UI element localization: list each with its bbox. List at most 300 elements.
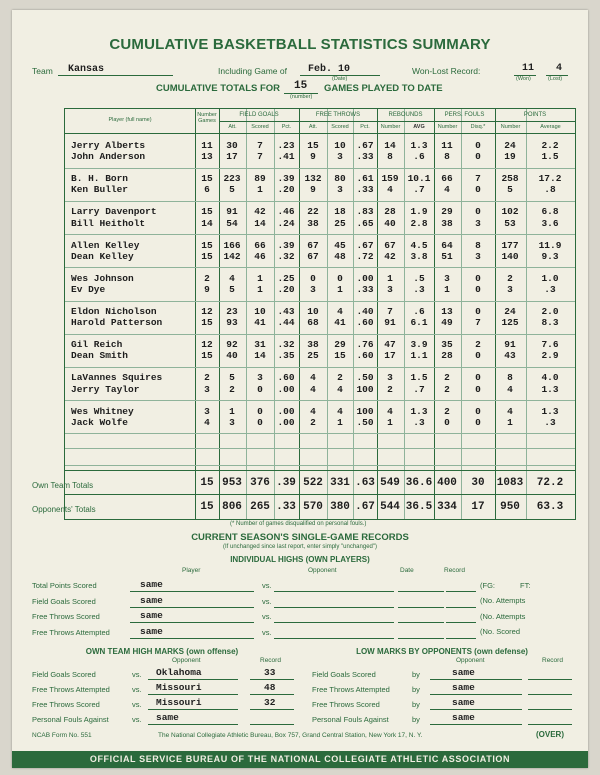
- stat-cell: 1: [507, 416, 513, 428]
- stat-cell: .35: [277, 350, 295, 362]
- stat-cell: 0: [444, 416, 450, 428]
- by-label: by: [412, 700, 420, 709]
- stat-cell: 8.3: [541, 317, 559, 329]
- team-label: Team: [32, 66, 53, 76]
- stat-cell: 1: [257, 184, 263, 196]
- opp-total-cell: 17: [471, 501, 485, 513]
- stat-cell: 1: [229, 405, 235, 417]
- stat-cell: 3: [444, 272, 450, 284]
- totals-prefix: CUMULATIVE TOTALS FOR: [156, 83, 281, 94]
- stat-cell: 41: [254, 317, 266, 329]
- stat-cell: 35: [441, 339, 453, 351]
- stat-cell: 23: [226, 306, 238, 317]
- stat-cell: .50: [356, 372, 374, 384]
- stat-cell: 2: [444, 383, 450, 395]
- own-total-cell: 522: [303, 477, 323, 489]
- sub-fg-scored: Scored: [251, 124, 269, 130]
- sub-reb-number: Number: [380, 124, 401, 130]
- stat-cell: 2.9: [541, 350, 559, 362]
- stat-cell: 11: [201, 140, 213, 151]
- stat-cell: .25: [277, 272, 295, 284]
- stat-cell: 0: [475, 416, 481, 428]
- stat-cell: 3: [257, 372, 263, 384]
- individual-high-label: Field Goals Scored: [32, 596, 96, 606]
- opp-totals-label: Opponents' Totals: [32, 505, 96, 514]
- stat-cell: 19: [504, 151, 516, 163]
- individual-high-value[interactable]: same: [140, 594, 163, 606]
- stat-cell: 25: [334, 217, 346, 229]
- stat-cell: 42: [384, 250, 396, 262]
- stat-cell: 28: [441, 350, 453, 362]
- low-mark-value[interactable]: same: [452, 697, 475, 708]
- stat-cell: .39: [277, 239, 295, 251]
- individual-high-label: Free Throws Scored: [32, 612, 100, 621]
- stat-cell: 53: [504, 217, 516, 229]
- stat-cell: .33: [356, 283, 374, 295]
- own-total-cell: 36.6: [405, 477, 433, 489]
- vs-label: vs.: [132, 685, 142, 694]
- opp-total-cell: 950: [500, 501, 520, 513]
- stat-cell: .23: [277, 140, 295, 151]
- stat-cell: 4: [337, 383, 343, 395]
- over-label: (OVER): [536, 730, 564, 739]
- low-mark-value[interactable]: same: [452, 712, 475, 723]
- stat-cell: 2.2: [541, 140, 559, 151]
- stat-cell: 25: [307, 350, 319, 362]
- col-player: Player (full name): [108, 117, 152, 123]
- stat-cell: 177: [501, 239, 519, 251]
- player-name: Harold Patterson: [71, 317, 163, 329]
- vs-label: vs.: [132, 670, 142, 679]
- stat-cell: 0: [257, 405, 263, 417]
- stat-cell: 4: [229, 272, 235, 284]
- number-sub: (number): [290, 94, 313, 100]
- stat-cell: 3: [229, 416, 235, 428]
- team-high-record[interactable]: 48: [264, 682, 276, 693]
- stat-cell: 9: [310, 184, 316, 196]
- stat-cell: 2: [475, 339, 481, 351]
- team-high-record[interactable]: 32: [264, 697, 276, 708]
- grp-field-goals: FIELD GOALS: [239, 112, 279, 118]
- date-sub: (Date): [332, 76, 348, 82]
- stat-cell: .8: [544, 184, 556, 196]
- stat-cell: 41: [334, 317, 346, 329]
- stat-cell: 0: [475, 306, 481, 317]
- player-name: Wes Johnson: [71, 272, 134, 284]
- sub-pts-average: Average: [540, 124, 561, 130]
- player-name: Jack Wolfe: [71, 416, 129, 428]
- stat-cell: 159: [381, 173, 399, 185]
- stat-cell: 1.3: [410, 405, 428, 417]
- stat-cell: .20: [277, 184, 295, 196]
- team-high-opponent[interactable]: Oklahoma: [156, 667, 202, 678]
- stat-cell: 8: [475, 239, 481, 251]
- opp-total-cell: 544: [380, 501, 400, 513]
- individual-high-value[interactable]: same: [140, 579, 163, 590]
- stat-cell: .39: [277, 173, 295, 185]
- own-totals-label: Own Team Totals: [32, 481, 94, 490]
- stat-cell: 15: [201, 317, 213, 329]
- lost-value: 4: [556, 63, 563, 74]
- stat-cell: 1.3: [410, 140, 428, 151]
- sub-ft-scored: Scored: [331, 124, 349, 130]
- th-col-record: Record: [260, 657, 281, 664]
- stat-cell: 0: [475, 140, 481, 151]
- stat-cell: 10: [254, 306, 266, 317]
- stat-cell: 0: [475, 272, 481, 284]
- stat-cell: 2: [204, 272, 210, 284]
- team-high-record[interactable]: 33: [264, 667, 276, 678]
- sub-pf-disq: Disq.*: [470, 124, 486, 130]
- opp-total-cell: 15: [200, 501, 214, 513]
- stat-cell: 4: [507, 383, 513, 395]
- stat-cell: .00: [277, 405, 295, 417]
- stat-cell: 8: [387, 151, 393, 163]
- own-total-cell: 72.2: [536, 477, 564, 489]
- opp-total-cell: 806: [222, 501, 242, 513]
- individual-high-value[interactable]: same: [140, 610, 163, 621]
- stat-cell: 51: [441, 250, 453, 262]
- opp-total-cell: .33: [276, 501, 296, 513]
- stat-cell: 0: [475, 405, 481, 417]
- form-title: CUMULATIVE BASKETBALL STATISTICS SUMMARY: [109, 36, 491, 53]
- stat-cell: 80: [334, 173, 346, 185]
- no-scored: (No. Scored: [480, 627, 521, 636]
- stat-cell: .83: [356, 206, 374, 218]
- stat-cell: 9: [204, 283, 210, 295]
- stat-cell: .5: [413, 272, 425, 284]
- stat-cell: 223: [223, 173, 241, 185]
- stat-cell: 3: [475, 250, 481, 262]
- stat-cell: 7: [475, 317, 481, 329]
- stat-cell: .33: [356, 184, 374, 196]
- stat-cell: .00: [277, 416, 295, 428]
- stat-cell: 0: [475, 350, 481, 362]
- sub-ft-att: Att.: [308, 124, 318, 130]
- stat-cell: 68: [307, 317, 319, 329]
- stat-cell: .67: [356, 239, 374, 251]
- stat-cell: 14: [254, 217, 266, 229]
- stat-cell: 8: [507, 372, 513, 384]
- player-name: Eldon Nicholson: [71, 306, 157, 317]
- stat-cell: 6.8: [541, 206, 559, 218]
- sub-ft-pct: Pct.: [360, 124, 370, 130]
- stat-cell: 67: [384, 239, 396, 251]
- stat-cell: .44: [277, 317, 295, 329]
- stat-cell: 100: [356, 405, 374, 417]
- stat-cell: 3: [204, 383, 210, 395]
- stat-cell: .32: [277, 250, 295, 262]
- stat-cell: .67: [356, 140, 374, 151]
- won-sub: (Won): [516, 76, 531, 82]
- stat-cell: .61: [356, 173, 374, 185]
- stat-cell: 1: [387, 416, 393, 428]
- individual-highs-title: INDIVIDUAL HIGHS (OWN PLAYERS): [230, 555, 370, 564]
- stat-cell: 8: [444, 151, 450, 163]
- stat-cell: 28: [384, 206, 396, 218]
- stat-cell: .7: [413, 184, 425, 196]
- stat-cell: 3: [387, 283, 393, 295]
- team-high-label: Free Throws Scored: [32, 700, 100, 709]
- stat-cell: 49: [441, 317, 453, 329]
- stat-cell: 40: [384, 217, 396, 229]
- stat-cell: 15: [201, 206, 213, 218]
- stat-cell: .33: [356, 151, 374, 163]
- stat-cell: 4: [387, 405, 393, 417]
- low-mark-value[interactable]: same: [452, 667, 475, 678]
- stat-cell: 4: [310, 383, 316, 395]
- vs-label: vs.: [262, 596, 272, 606]
- stat-cell: 3: [387, 372, 393, 384]
- stat-cell: 0: [257, 383, 263, 395]
- stat-cell: .3: [413, 283, 425, 295]
- vs-label: vs.: [132, 715, 142, 724]
- stat-cell: .7: [413, 383, 425, 395]
- ft-paren: FT:: [520, 581, 531, 590]
- team-high-opponent[interactable]: Missouri: [156, 697, 202, 708]
- stat-cell: 46: [254, 250, 266, 262]
- stat-cell: 1.0: [541, 272, 559, 284]
- player-name: Gil Reich: [71, 339, 123, 351]
- individual-high-value[interactable]: same: [140, 625, 163, 637]
- by-label: by: [412, 715, 420, 724]
- stat-cell: .60: [356, 350, 374, 362]
- stat-cell: 0: [310, 272, 316, 284]
- stat-cell: 91: [384, 317, 396, 329]
- stat-cell: 22: [307, 206, 319, 218]
- ih-col-record: Record: [444, 567, 465, 574]
- stat-cell: 1.3: [541, 405, 559, 417]
- stat-cell: .40: [356, 306, 374, 317]
- low-marks-title: LOW MARKS BY OPPONENTS (own defense): [356, 647, 528, 656]
- low-mark-label: Free Throws Scored: [312, 700, 380, 709]
- low-mark-label: Free Throws Attempted: [312, 685, 390, 694]
- individual-high-label: Total Points Scored: [32, 581, 97, 590]
- stat-cell: 3: [204, 405, 210, 417]
- stat-cell: 14: [254, 350, 266, 362]
- stat-cell: 2: [444, 405, 450, 417]
- individual-high-label: Free Throws Attempted: [32, 627, 110, 637]
- player-name: Wes Whitney: [71, 405, 134, 417]
- vs-label: vs.: [262, 627, 272, 637]
- stat-cell: 15: [201, 250, 213, 262]
- stat-cell: .65: [356, 217, 374, 229]
- stat-cell: 2: [229, 383, 235, 395]
- grp-rebounds: REBOUNDS: [388, 112, 423, 118]
- stat-cell: 14: [384, 140, 396, 151]
- own-total-cell: .63: [355, 477, 375, 489]
- stat-cell: 0: [475, 283, 481, 295]
- totals-suffix: GAMES PLAYED TO DATE: [324, 83, 443, 94]
- stat-cell: 2: [444, 372, 450, 384]
- own-total-cell: 400: [437, 477, 457, 489]
- own-total-cell: 376: [250, 477, 270, 489]
- player-name: B. H. Born: [71, 173, 129, 185]
- stat-cell: 4: [387, 184, 393, 196]
- stat-cell: 1.1: [410, 350, 428, 362]
- grp-personal-fouls: PERS. FOULS: [444, 112, 485, 118]
- own-total-cell: .39: [276, 477, 296, 489]
- stat-cell: 43: [504, 350, 516, 362]
- footer-bar: OFFICIAL SERVICE BUREAU OF THE NATIONAL COLLEGIATE ATHLETIC ASSOCIATION: [12, 751, 588, 768]
- stat-cell: 3.9: [410, 339, 428, 351]
- stat-cell: .6: [413, 151, 425, 163]
- records-subtitle: (If unchanged since last report, enter simply "unchanged"): [222, 544, 377, 550]
- stat-cell: 18: [334, 206, 346, 218]
- stat-cell: 93: [226, 317, 238, 329]
- stat-cell: 10: [334, 140, 346, 151]
- stat-cell: 40: [226, 350, 238, 362]
- stat-cell: 10.1: [407, 173, 431, 185]
- stat-cell: 3: [337, 184, 343, 196]
- stat-cell: 11: [441, 140, 453, 151]
- stats-table: [64, 108, 576, 520]
- stat-cell: 29: [441, 206, 453, 218]
- stat-cell: 1: [387, 272, 393, 284]
- stat-cell: .43: [277, 306, 295, 317]
- stat-cell: 10: [307, 306, 319, 317]
- stat-cell: 3: [337, 151, 343, 163]
- player-name: Jerry Taylor: [71, 383, 140, 395]
- stat-cell: 0: [475, 151, 481, 163]
- opp-total-cell: 265: [250, 501, 270, 513]
- lm-col-record: Record: [542, 657, 563, 664]
- stat-cell: 2: [310, 416, 316, 428]
- by-label: by: [412, 670, 420, 679]
- stat-cell: 7: [257, 140, 263, 151]
- stat-sheet: [12, 10, 588, 768]
- sub-reb-avg: AVG: [413, 124, 425, 130]
- stat-cell: .72: [356, 250, 374, 262]
- stat-cell: .60: [356, 317, 374, 329]
- player-name: Dean Smith: [71, 350, 129, 362]
- stat-cell: 15: [201, 239, 213, 251]
- stat-cell: 38: [441, 217, 453, 229]
- including-label: Including Game of: [218, 66, 287, 76]
- stat-cell: 89: [254, 173, 266, 185]
- stat-cell: .3: [413, 416, 425, 428]
- no-attempts-2: (No. Attempts: [480, 612, 526, 621]
- sub-fg-pct: Pct.: [281, 124, 292, 130]
- stat-cell: 142: [223, 250, 241, 262]
- stat-cell: 125: [501, 317, 519, 329]
- stat-cell: 30: [226, 140, 238, 151]
- sub-pf-number: Number: [437, 124, 458, 130]
- stat-cell: 54: [226, 217, 238, 229]
- low-mark-value[interactable]: same: [452, 682, 475, 693]
- team-high-opponent[interactable]: same: [156, 712, 179, 723]
- stat-cell: 3.8: [410, 250, 428, 262]
- own-total-cell: 331: [330, 477, 350, 489]
- stat-cell: 132: [304, 173, 322, 185]
- stat-cell: .50: [356, 416, 374, 428]
- ih-col-date: Date: [400, 567, 414, 574]
- vs-label: vs.: [262, 581, 272, 590]
- stat-cell: 4: [337, 405, 343, 417]
- col-games: Number Games: [197, 112, 217, 124]
- stat-cell: 166: [223, 239, 241, 251]
- stat-cell: 13: [201, 151, 213, 163]
- stat-cell: .24: [277, 217, 295, 229]
- stat-cell: 66: [441, 173, 453, 185]
- stat-cell: 17.2: [538, 173, 562, 185]
- by-label: by: [412, 685, 420, 694]
- player-name: Allen Kelley: [71, 239, 140, 251]
- team-high-opponent[interactable]: Missouri: [156, 682, 202, 693]
- stat-cell: 92: [226, 339, 238, 351]
- stat-cell: .60: [277, 372, 295, 384]
- own-total-cell: 30: [471, 477, 485, 489]
- stat-cell: 42: [254, 206, 266, 218]
- stat-cell: 102: [501, 206, 519, 218]
- stat-cell: 6: [204, 184, 210, 196]
- stat-cell: 24: [504, 140, 516, 151]
- stat-cell: 1: [444, 283, 450, 295]
- player-name: LaVannes Squires: [71, 372, 163, 384]
- stat-cell: 31: [254, 339, 266, 351]
- stat-cell: 2: [337, 372, 343, 384]
- player-name: Ken Buller: [71, 184, 129, 196]
- ih-col-opponent: Opponent: [308, 567, 337, 574]
- stat-cell: 3: [475, 217, 481, 229]
- stat-cell: 24: [504, 306, 516, 317]
- own-total-cell: 953: [222, 477, 242, 489]
- stat-cell: 38: [307, 339, 319, 351]
- opp-total-cell: 380: [330, 501, 350, 513]
- sub-pts-number: Number: [500, 124, 521, 130]
- player-name: Dean Kelley: [71, 250, 134, 262]
- stat-cell: 1.5: [541, 151, 559, 163]
- th-col-opponent: Opponent: [172, 657, 201, 664]
- player-name: Jerry Alberts: [71, 140, 146, 151]
- stat-cell: 258: [501, 173, 519, 185]
- stat-cell: 15: [201, 350, 213, 362]
- stat-cell: 12: [201, 306, 213, 317]
- grp-free-throws: FREE THROWS: [315, 112, 361, 118]
- disq-footnote: (* Number of games disqualified on personal fouls.): [230, 521, 367, 527]
- stat-cell: .76: [356, 339, 374, 351]
- stat-cell: 64: [441, 239, 453, 251]
- stat-cell: 4: [310, 372, 316, 384]
- bureau-address: The National Collegiate Athletic Bureau, Box 757, Grand Central Station, New York 17, N. Y.: [158, 732, 423, 739]
- stat-cell: 3: [507, 283, 513, 295]
- stat-cell: 91: [226, 206, 238, 218]
- lm-col-opponent: Opponent: [456, 657, 485, 664]
- won-value: 11: [522, 63, 535, 74]
- stat-cell: .32: [277, 339, 295, 351]
- stat-cell: 0: [257, 416, 263, 428]
- stat-cell: 0: [475, 184, 481, 196]
- stat-cell: .3: [544, 283, 556, 295]
- stat-cell: 4: [444, 184, 450, 196]
- stat-cell: 100: [356, 383, 374, 395]
- stat-cell: 140: [501, 250, 519, 262]
- games-value: 15: [294, 80, 308, 92]
- stat-cell: 1: [337, 283, 343, 295]
- opp-total-cell: 334: [437, 501, 457, 513]
- no-attempts-1: (No. Attempts: [480, 596, 526, 605]
- stat-cell: 2.0: [541, 306, 559, 317]
- stat-cell: 38: [307, 217, 319, 229]
- own-total-cell: 549: [380, 477, 400, 489]
- stat-cell: 9.3: [541, 250, 559, 262]
- stat-cell: 5: [229, 372, 235, 384]
- team-value: Kansas: [68, 64, 105, 75]
- stat-cell: 17: [384, 350, 396, 362]
- grp-points: POINTS: [523, 112, 547, 118]
- stat-cell: 2.8: [410, 217, 428, 229]
- low-mark-label: Personal Fouls Against: [312, 715, 389, 724]
